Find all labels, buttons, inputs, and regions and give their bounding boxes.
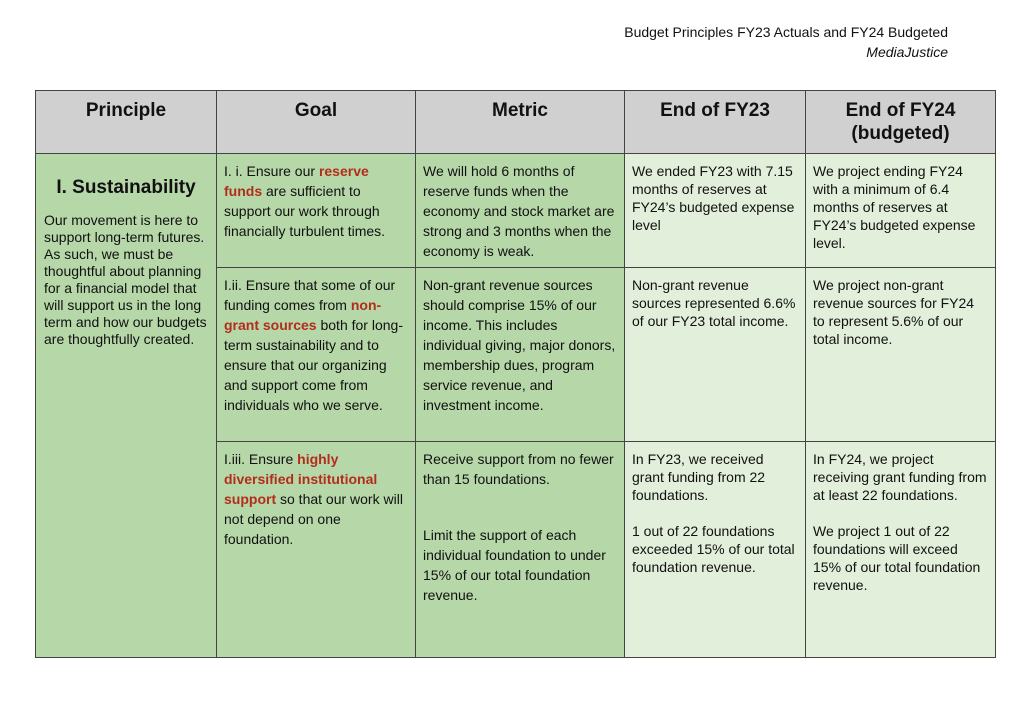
organization-name: MediaJustice xyxy=(866,44,948,60)
principle-cell xyxy=(36,154,217,658)
fy23-cell: Non-grant revenue sources represented 6.6% of our FY23 total income. xyxy=(625,268,806,442)
fy24-cell: We project non-grant revenue sources for FY24 to represent 5.6% of our total income. xyxy=(806,268,996,442)
principle-description: Our movement is here to support long-term futures. As such, we must be thoughtful about planning for a financial model that will support us in the long term and how our budgets are thoughtfully created. xyxy=(44,212,207,347)
goal-cell xyxy=(217,442,416,658)
metric-cell: Non-grant revenue sources should comprise 15% of our income. This includes individual giving, major donors, membership dues, program service revenue, and investment income. xyxy=(416,268,625,442)
goal-text: are sufficient to support our work through financially turbulent times. xyxy=(224,183,386,239)
goal-text: I.ii. Ensure that some of our funding comes from xyxy=(224,277,396,313)
column-header-goal: Goal xyxy=(217,91,416,154)
column-header-metric: Metric xyxy=(416,91,625,154)
metric-cell xyxy=(416,442,625,658)
fy24-text: In FY24, we project receiving grant funding from at least 22 foundations. xyxy=(813,451,987,503)
fy24-cell: We project ending FY24 with a minimum of 6.4 months of reserves at FY24’s budgeted expense level. xyxy=(806,154,996,268)
column-header-end-fy24: End of FY24 (budgeted) xyxy=(806,91,996,154)
fy23-cell xyxy=(625,442,806,658)
table-header-row xyxy=(36,91,996,154)
table-row xyxy=(36,154,996,268)
column-header-principle: Principle xyxy=(36,91,217,154)
fy23-text: In FY23, we received grant funding from 22 foundations. xyxy=(632,451,766,503)
goal-text: both for long-term sustainability and to ensure that our organizing and support come from individuals who we serve. xyxy=(224,317,403,413)
fy23-cell: We ended FY23 with 7.15 months of reserves at FY24’s budgeted expense level xyxy=(625,154,806,268)
goal-cell xyxy=(217,154,416,268)
goal-highlight: highly diversified institutional support xyxy=(224,451,378,507)
principle-title: I. Sustainability xyxy=(56,177,196,198)
goal-text: I.iii. Ensure xyxy=(224,451,298,467)
metric-text: Limit the support of each individual foundation to under 15% of our total foundation revenue. xyxy=(423,527,606,603)
document-header xyxy=(624,22,948,62)
document-title: Budget Principles FY23 Actuals and FY24 Budgeted xyxy=(624,24,948,40)
goal-highlight: non-grant sources xyxy=(224,297,382,333)
fy24-text: We project 1 out of 22 foundations will exceed 15% of our total foundation revenue. xyxy=(813,523,981,593)
column-header-end-fy23: End of FY23 xyxy=(625,91,806,154)
goal-text: so that our work will not depend on one foundation. xyxy=(224,491,403,547)
metric-text: Receive support from no fewer than 15 foundations. xyxy=(423,451,614,487)
metric-cell: We will hold 6 months of reserve funds when the economy and stock market are strong and 3 months when the economy is weak. xyxy=(416,154,625,268)
goal-highlight: reserve funds xyxy=(224,163,369,199)
fy24-cell xyxy=(806,442,996,658)
budget-principles-table xyxy=(35,90,996,658)
goal-cell xyxy=(217,268,416,442)
fy23-text: 1 out of 22 foundations exceeded 15% of our total foundation revenue. xyxy=(632,523,795,575)
goal-text: I. i. Ensure our xyxy=(224,163,319,179)
